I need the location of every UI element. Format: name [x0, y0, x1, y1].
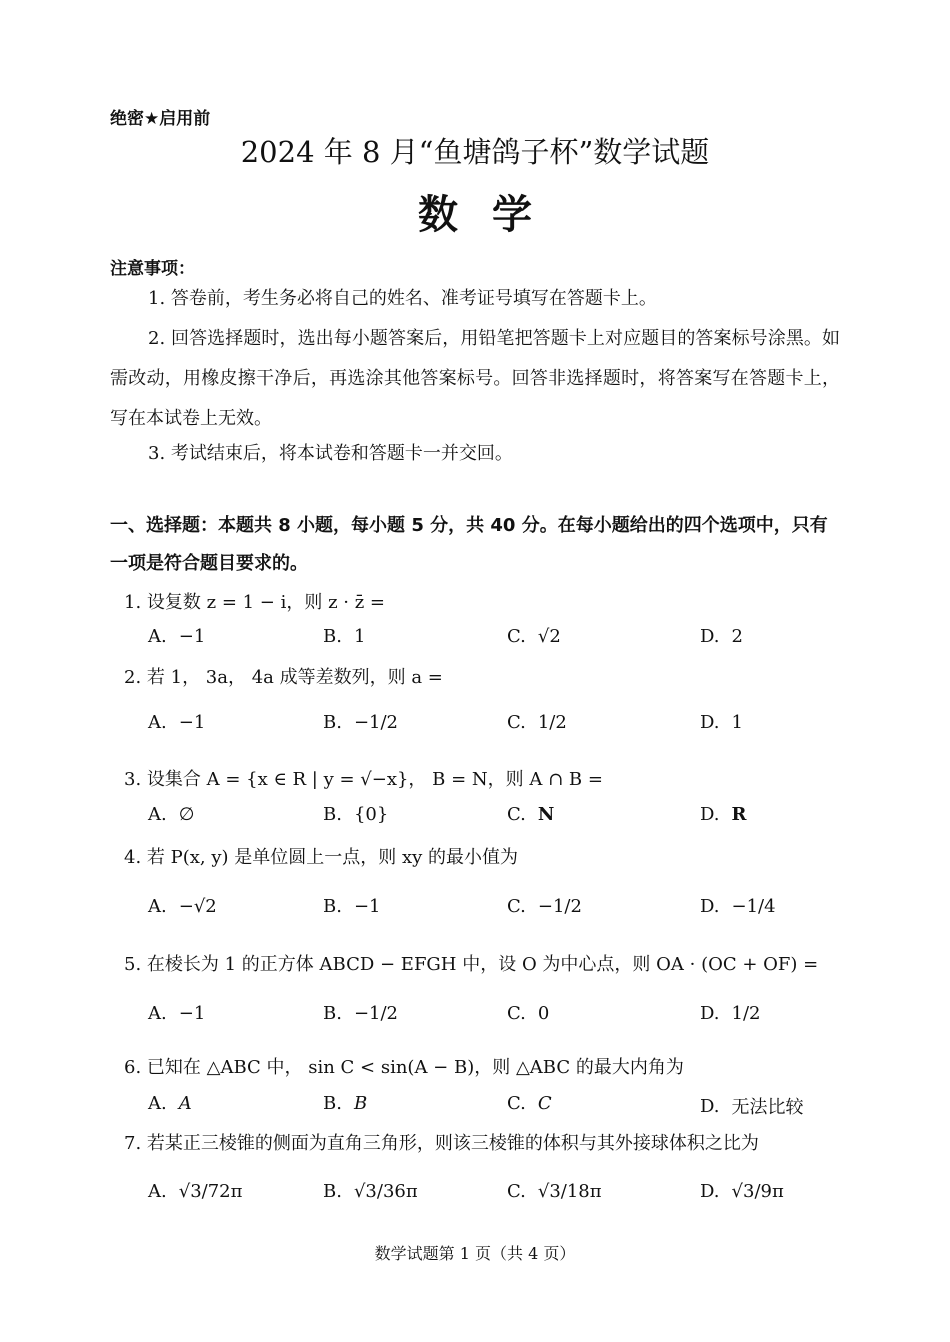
section-heading: 一、选择题：本题共 8 小题，每小题 5 分，共 40 分。在每小题给出的四个选项中，只有一项是符合题目要求的。 [110, 515, 828, 574]
q3-option-c: C. N [507, 804, 555, 825]
q5-option-c: C. 0 [507, 1003, 550, 1024]
q7-option-b: B. √3/36π [323, 1181, 418, 1202]
q1-option-b: B. 1 [323, 626, 366, 647]
q7-option-d: D. √3/9π [700, 1181, 784, 1202]
q1-option-d: D. 2 [700, 626, 743, 647]
q3-option-d: D. R [700, 804, 747, 825]
q1-option-c: C. √2 [507, 626, 561, 647]
question-6-stem: 6. 已知在 △ABC 中， sin C < sin(A − B)，则 △ABC 的最大内角为 [124, 1057, 684, 1078]
q3-option-a: A. ∅ [148, 804, 195, 825]
question-5-stem: 5. 在棱长为 1 的正方体 ABCD − EFGH 中，设 O 为中心点，则 OA · (OC + OF) = [124, 954, 819, 975]
exam-title: 2024 年 8 月“鱼塘鸽子杯”数学试题 [240, 135, 710, 169]
q5-option-a: A. −1 [148, 1003, 206, 1024]
note-item-1: 1. 答卷前，考生务必将自己的姓名、准考证号填写在答题卡上。 [148, 288, 657, 309]
q6-option-c: C. C [507, 1093, 552, 1114]
page-footer: 数学试题第 1 页（共 4 页） [374, 1244, 576, 1263]
question-1-stem: 1. 设复数 z = 1 − i，则 z · z̄ = [124, 592, 386, 613]
q7-option-c: C. √3/18π [507, 1181, 602, 1202]
q6-option-a: A. A [148, 1093, 192, 1114]
notes-heading: 注意事项： [110, 259, 195, 279]
q1-option-a: A. −1 [148, 626, 206, 647]
confidential-label: 绝密★启用前 [110, 109, 211, 129]
q2-option-a: A. −1 [148, 712, 206, 733]
question-3-stem: 3. 设集合 A = {x ∈ R | y = √−x}， B = N，则 A ∩ B = [124, 769, 603, 790]
q3-option-b: B. {0} [323, 804, 389, 825]
q6-option-b: B. B [323, 1093, 368, 1114]
q2-option-b: B. −1/2 [323, 712, 399, 733]
subject-heading: 数学 [418, 191, 566, 238]
q2-option-c: C. 1/2 [507, 712, 567, 733]
q6-option-d: D. 无法比较 [700, 1095, 804, 1118]
q5-option-b: B. −1/2 [323, 1003, 399, 1024]
q4-option-c: C. −1/2 [507, 896, 582, 917]
q4-option-b: B. −1 [323, 896, 381, 917]
note-item-3: 3. 考试结束后，将本试卷和答题卡一并交回。 [148, 443, 513, 464]
q4-option-d: D. −1/4 [700, 896, 776, 917]
question-2-stem: 2. 若 1， 3a， 4a 成等差数列，则 a = [124, 667, 443, 688]
q4-option-a: A. −√2 [148, 896, 217, 917]
note-item-2: 2. 回答选择题时，选出每小题答案后，用铅笔把答题卡上对应题目的答案标号涂黑。如需改动，用橡皮擦干净后，再选涂其他答案标号。回答非选择题时，将答案写在答题卡上，写在本试卷上无效。 [110, 328, 840, 429]
q2-option-d: D. 1 [700, 712, 743, 733]
question-4-stem: 4. 若 P(x, y) 是单位圆上一点，则 xy 的最小值为 [124, 847, 519, 868]
question-7-stem: 7. 若某正三棱锥的侧面为直角三角形，则该三棱锥的体积与其外接球体积之比为 [124, 1133, 759, 1154]
q7-option-a: A. √3/72π [148, 1181, 243, 1202]
q5-option-d: D. 1/2 [700, 1003, 761, 1024]
